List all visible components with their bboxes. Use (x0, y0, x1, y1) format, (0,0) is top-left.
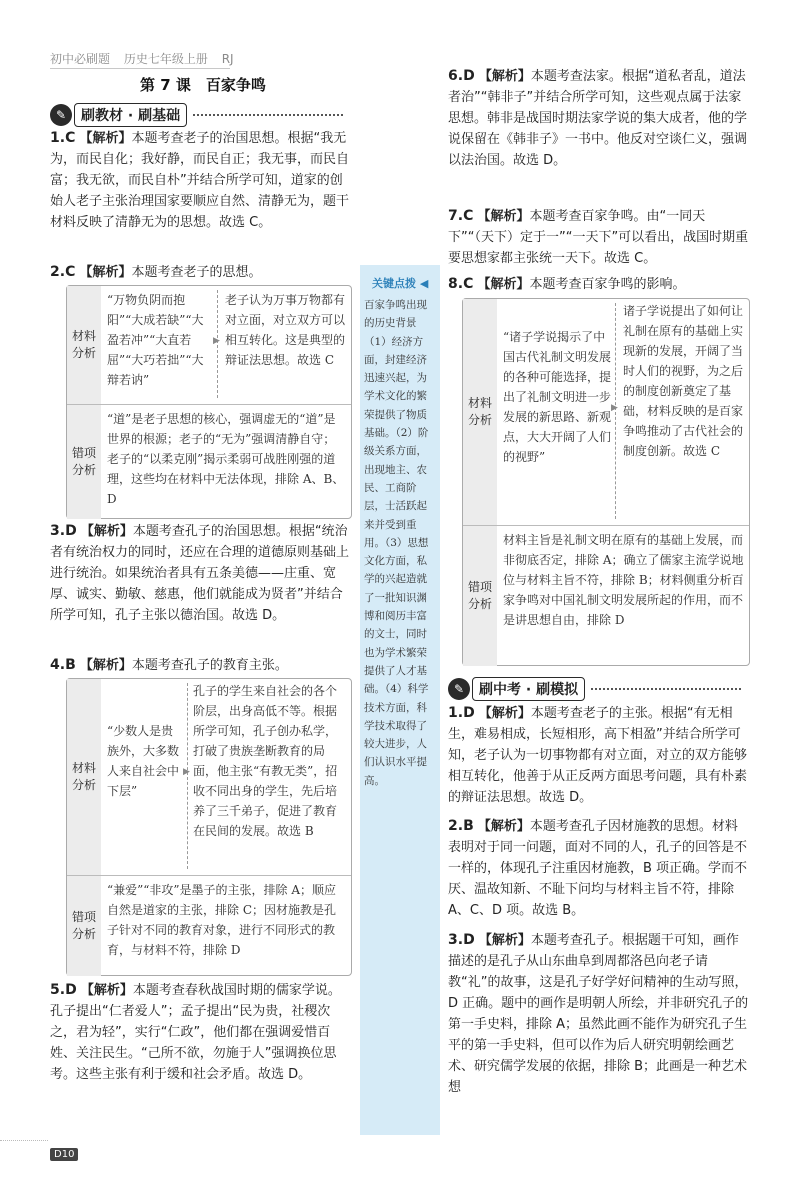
arrow-icon: ▶ (183, 767, 190, 777)
book-name: 初中必刷题 (50, 52, 111, 66)
material-quote: “诸子学说揭示了中国古代礼制文明发展的各种可能选择，提出了礼制文明进一步发展的新思路、新观点，大大开阔了人们的视野” (503, 330, 612, 464)
item-number: 7. (448, 208, 464, 224)
analysis-table (66, 678, 352, 976)
section-badge-basics (50, 103, 343, 127)
row-label: 错项分析 (67, 876, 101, 976)
answer-item (448, 703, 750, 808)
answer-item (448, 816, 750, 921)
analysis-text: 本题考查孔子的治国思想。根据“统治者有统治权力的同时，还应在合理的道德原则基础上进行统治。如果统治者具有五条美德——庄重、宽厚、诚实、勤敏、慈惠，他们就能成为贤者”并结合所学可知，孔子主张以德治国。故选 D。 (50, 524, 350, 623)
answer-item (448, 930, 750, 1098)
table-row (67, 404, 351, 519)
analysis-tag: 【解析】 (478, 69, 531, 84)
corner-dots (0, 1140, 48, 1141)
wrong-option-analysis: “兼爱”“非攻”是墨子的主张，排除 A；顺应自然是道家的主张，排除 C；因材施教是孔子针对不同的教育对象，进行不同形式的教育，与材料不符，排除 D (107, 883, 337, 957)
analysis-tag: 【解析】 (79, 131, 132, 146)
item-number: 6. (448, 68, 464, 84)
analysis-text: 本题考查法家。根据“道私者乱，道法者治”“韩非子”并结合所学可知，这些观点属于法家思想。韩非是战国时期法家学说的集大成者，他的学说保留在《韩非子》一书中。他反对空谈仁义，强调以法治国。故选 D。 (448, 69, 748, 168)
analysis-tag: 【解析】 (79, 265, 132, 280)
edition: RJ (221, 52, 234, 66)
arrow-icon: ▶ (213, 336, 220, 346)
arrow-icon: ▶ (611, 403, 618, 413)
row-label: 材料分析 (67, 286, 101, 404)
section-badge-exam (448, 677, 741, 701)
dotted-rule (591, 688, 741, 690)
material-analysis: 诸子学说提出了如何让礼制在原有的基础上实现新的发展，开阔了当时人们的视野，为之后的制度创新奠定了基础，材料反映的是百家争鸣推动了古代社会的制度创新。故选 C (623, 304, 744, 458)
item-number: 2. (448, 818, 464, 834)
table-row (463, 299, 749, 525)
material-quote: “少数人是贵族外，大多数人来自社会中下层” (107, 724, 180, 798)
wrong-option-analysis: 材料主旨是礼制文明在原有的基础上发展，而非彻底否定，排除 A；确立了儒家主流学说地位与材料主旨不符，排除 B；材料侧重分析百家争鸣对中国礼制文明发展所起的作用，而不是讲思想自由，排除 D (503, 533, 744, 627)
analysis-tag: 【解析】 (477, 819, 530, 834)
book-icon: ✎ (448, 678, 470, 700)
answer-letter: D (463, 705, 475, 721)
analysis-text: 本题考查春秋战国时期的儒家学说。孔子提出“仁者爱人”；孟子提出“民为贵，社稷次之，君为轻”，实行“仁政”，他们都在强调爱惜百姓、关注民生。“己所不欲，勿施于人”强调换位思考。这些主张有利于缓和社会矛盾。故选 D。 (50, 983, 341, 1082)
wrong-option-analysis: “道”是老子思想的核心，强调虚无的“道”是世界的根源；老子的“无为”强调清静自守；老子的“以柔克刚”揭示柔弱可战胜刚强的道理，这些均在材料中无法体现，排除 A、B、D (107, 412, 345, 506)
row-label: 材料分析 (67, 679, 101, 875)
analysis-text: 本题考查孔子。根据题干可知，画作描述的是孔子从山东曲阜到周都洛邑向老子请教“礼”的故事，这是孔子好学好问精神的生动写照，D 正确。题中的画作是明朝人所绘，并非研究孔子的第一手史料，排除 A；虽然此画不能作为研究孔子生平的第一手史料，但可以作为后人研究明朝绘画艺术、研究儒学发展的依据，排除 B；此画是一种艺术想 (448, 933, 749, 1095)
answer-letter: D (463, 932, 475, 948)
analysis-text: 本题考查百家争鸣的影响。 (529, 277, 686, 292)
grade-name: 历史七年级上册 (123, 52, 208, 66)
row-label: 材料分析 (463, 299, 497, 525)
page-number: D10 (50, 1148, 78, 1161)
answer-item (50, 262, 352, 283)
answer-letter: C (463, 208, 474, 224)
book-icon: ✎ (50, 104, 72, 126)
analysis-text: 本题考查老子的主张。根据“有无相生，难易相成，长短相形，高下相盈”并结合所学可知，老子认为一切事物都有对立面，对立的双方能够相互转化，他善于从正反两方面思考问题，具有朴素的辩证法思想。故选 D。 (448, 706, 748, 805)
analysis-tag: 【解析】 (478, 706, 531, 721)
answer-item (448, 66, 750, 171)
analysis-text: 本题考查孔子因材施教的思想。材料表明对于同一问题，面对不同的人，孔子的回答是不一样的，体现孔子注重因材施教，B 项正确。学而不厌、温故知新、不耻下问均与材料主旨不符，排除 A、C、D 项。故选 B。 (448, 819, 748, 918)
section-title: 刷教材 · 刷基础 (74, 103, 187, 127)
row-label: 错项分析 (67, 405, 101, 519)
analysis-tag: 【解析】 (477, 277, 530, 292)
analysis-text: 本题考查老子的思想。 (131, 265, 262, 280)
answer-item (448, 274, 750, 295)
analysis-tag: 【解析】 (79, 658, 132, 673)
analysis-table (66, 285, 352, 519)
answer-item (50, 980, 352, 1085)
answer-item (50, 655, 352, 676)
analysis-text: 本题考查孔子的教育主张。 (131, 658, 288, 673)
answer-item (50, 521, 352, 626)
analysis-tag: 【解析】 (80, 524, 133, 539)
item-number: 1. (50, 130, 66, 146)
answer-item (50, 128, 352, 233)
section-title: 刷中考 · 刷模拟 (472, 677, 585, 701)
item-number: 8. (448, 276, 464, 292)
running-header (50, 50, 244, 67)
analysis-text: 本题考查百家争鸣。由“一同天下”“（天下）定于一”“一天下”可以看出，战国时期重要思想家都主张统一天下。故选 C。 (448, 209, 749, 266)
sidebar-text: 百家争鸣出现的历史背景（1）经济方面，封建经济迅速兴起，为学术文化的繁荣提供了物质基础。（2）阶级关系方面，出现地主、农民、工商阶层，士活跃起来并受到重用。（3）思想文化方面，私学的兴起造就了一批知识渊博和阅历丰富的文士，同时也为学术繁荣提供了人才基础。（4）科学技术方面，科学技术取得了较大进步，人们认识水平提高。 (364, 299, 429, 787)
item-number: 3. (50, 523, 66, 539)
answer-letter: C (65, 264, 76, 280)
analysis-tag: 【解析】 (477, 209, 530, 224)
item-number: 4. (50, 657, 66, 673)
answer-letter: D (463, 68, 475, 84)
material-quote: “万物负阴而抱阳”“大成若缺”“大盈若冲”“大直若屈”“大巧若拙”“大辩若讷” (107, 293, 204, 387)
analysis-tag: 【解析】 (478, 933, 531, 948)
item-number: 5. (50, 982, 66, 998)
lesson-title: 第 7 课 百家争鸣 (140, 76, 266, 94)
sidebar-title-text: 关键点拨 (372, 277, 416, 290)
header-rule (50, 68, 230, 69)
answer-letter: C (463, 276, 474, 292)
answer-letter: B (65, 657, 76, 673)
table-row (463, 525, 749, 666)
answer-letter: D (65, 523, 77, 539)
analysis-tag: 【解析】 (80, 983, 133, 998)
table-row (67, 286, 351, 404)
answer-item (448, 206, 750, 269)
item-number: 2. (50, 264, 66, 280)
sidebar-title: 关键点拨 ◀ (372, 277, 429, 290)
answer-letter: B (463, 818, 474, 834)
dotted-rule (193, 114, 343, 116)
material-analysis: 老子认为万事万物都有对立面，对立双方可以相互转化。这是典型的辩证法思想。故选 C (225, 293, 346, 367)
row-label: 错项分析 (463, 526, 497, 666)
analysis-table (462, 298, 750, 666)
table-row (67, 875, 351, 976)
item-number: 3. (448, 932, 464, 948)
analysis-text: 本题考查老子的治国思想。根据“我无为，而民自化；我好静，而民自正；我无事，而民自富；我无欲，而民自朴”并结合所学可知，道家的创始人老子主张治理国家要顺应自然、清静无为，题干材料反映了清静无为的思想。故选 C。 (50, 131, 350, 230)
answer-letter: C (65, 130, 76, 146)
material-analysis: 孔子的学生来自社会的各个阶层，出身高低不等。根据所学可知，孔子创办私学，打破了贵族垄断教育的局面，他主张“有教无类”，招收不同出身的学生，先后培养了三千弟子，促进了教育在民间的发展。故选 B (193, 684, 338, 838)
answer-letter: D (65, 982, 77, 998)
table-row (67, 679, 351, 875)
item-number: 1. (448, 705, 464, 721)
